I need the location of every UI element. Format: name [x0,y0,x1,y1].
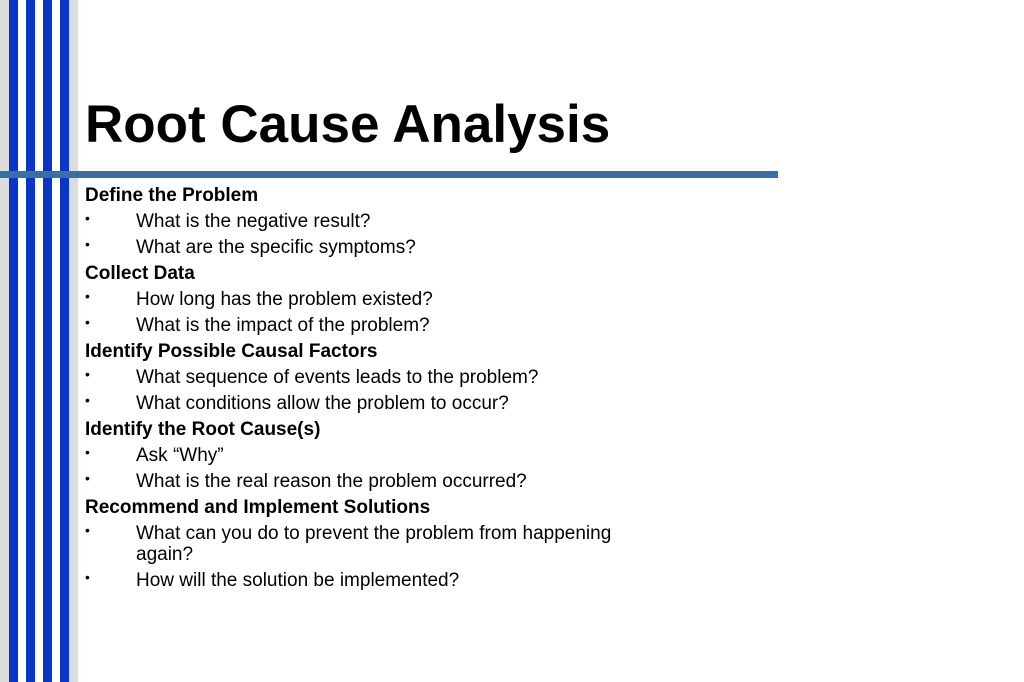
bullet-item [85,393,656,414]
bullet-dot-icon: • [85,366,90,382]
section-root-cause [85,419,685,492]
section-heading: Collect Data [85,263,195,284]
bullet-item [85,523,656,565]
bullet-dot-icon: • [85,444,90,460]
stripe [60,0,69,682]
stripe [9,0,18,682]
bullet-text: How long has the problem existed? [136,289,433,310]
bullet-dot-icon: • [85,314,90,330]
decorative-stripes [0,0,78,682]
bullet-text: What is the impact of the problem? [136,315,430,336]
bullet-item [85,471,656,492]
section-heading: Define the Problem [85,185,259,206]
bullet-dot-icon: • [85,470,90,486]
bullet-dot-icon: • [85,236,90,252]
bullet-item [85,367,656,388]
bullet-dot-icon: • [85,210,90,226]
bullet-item [85,570,656,591]
slide-title: Root Cause Analysis [85,95,611,154]
section-heading: Identify Possible Causal Factors [85,341,378,362]
bullet-text: What sequence of events leads to the problem? [136,367,539,388]
bullet-item [85,237,656,258]
bullet-text: How will the solution be implemented? [136,570,460,591]
title-underline [0,171,778,178]
bullet-text: What conditions allow the problem to occur? [136,393,509,414]
section-collect-data [85,263,685,336]
section-heading: Recommend and Implement Solutions [85,497,431,518]
bullet-text: Ask “Why” [136,445,224,466]
bullet-item [85,445,656,466]
stripe [26,0,35,682]
stripe [43,0,52,682]
section-causal-factors [85,341,685,414]
bullet-text: What can you do to prevent the problem from happening again? [136,523,612,565]
bullet-item [85,211,656,232]
stripe-gap [52,0,60,682]
bullet-item [85,289,656,310]
bullet-text: What are the specific symptoms? [136,237,416,258]
bullet-item [85,315,656,336]
bullet-dot-icon: • [85,288,90,304]
stripe-gap [18,0,26,682]
bullet-text: What is the real reason the problem occurred? [136,471,527,492]
bullet-dot-icon: • [85,569,90,585]
section-solutions [85,497,685,591]
section-heading: Identify the Root Cause(s) [85,419,321,440]
slide-body [85,185,685,596]
bullet-dot-icon: • [85,522,90,538]
stripe-gap [35,0,43,682]
bullet-dot-icon: • [85,392,90,408]
section-define-problem [85,185,685,258]
bullet-text: What is the negative result? [136,211,371,232]
